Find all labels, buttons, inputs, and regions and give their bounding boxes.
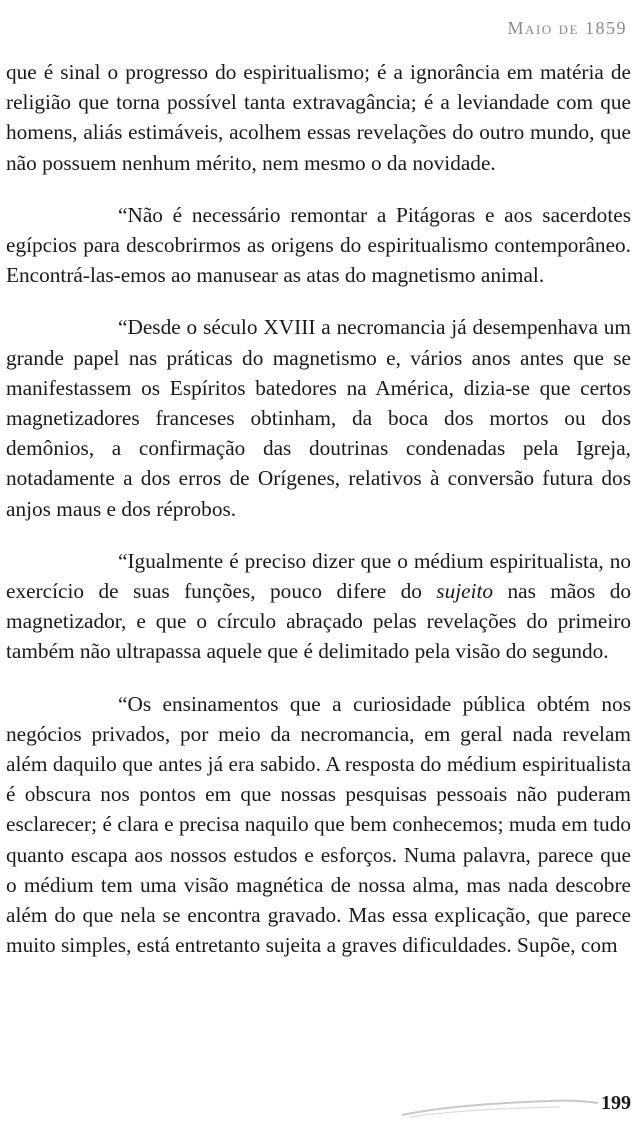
paragraph-4 xyxy=(6,546,631,667)
paragraph-3: “Desde o século XVIII a necromancia já desempenhava um grande papel nas práticas do magnetismo e, vários anos antes que se manifestassem os Espíritos batedores na América, dizia-se que certos magnetizadores franceses obtinham, da boca dos mortos ou dos demônios, a confirmação das doutrinas condenadas pela Igreja, notadamente a dos erros de Orígenes, relativos à conversão futura dos anjos maus e dos réprobos. xyxy=(6,315,631,521)
running-header: Maio de 1859 xyxy=(507,18,627,38)
decorative-swoosh-icon xyxy=(400,1095,600,1121)
page-footer xyxy=(0,1085,639,1125)
paragraph-1: que é sinal o progresso do espiritualismo; é a ignorância em matéria de religião que torna possível tanta extravagância; é a leviandade com que homens, aliás estimáveis, acolhem essas revelações do outro mundo, que não possuem nenhum mérito, nem mesmo o da novidade. xyxy=(6,60,631,175)
paragraph-4-after: nas mãos do magnetizador, e que o círculo abraçado pelas revelações do primeiro também não ultrapassa aquele que é delimitado pela visão do segundo. xyxy=(6,579,631,664)
italic-term: sujeito xyxy=(436,579,494,604)
paragraph-5: “Os ensinamentos que a curiosidade pública obtém nos negócios privados, por meio da necromancia, em geral nada revelam além daquilo que antes já era sabido. A resposta do médium espiritualista é obscura nos pontos em que nossas pesquisas pessoais não puderam esclarecer; é clara e precisa naquilo que bem conhecemos; muda em tudo quanto escapa aos nossos estudos e esforços. Numa palavra, parece que o médium tem uma visão magnética de nossa alma, mas nada descobre além do que nela se encontra gravado. Mas essa explicação, que parece muito simples, está entretanto sujeita a graves dificuldades. Supõe, com xyxy=(6,691,631,958)
page-number: 199 xyxy=(601,1092,631,1114)
paragraph-2: “Não é necessário remontar a Pitágoras e aos sacerdotes egípcios para descobrirmos as origens do espiritualismo contemporâneo. Encontrá-las-emos ao manusear as atas do magnetismo animal. xyxy=(6,202,631,288)
paragraph-4-before: “Igualmente é preciso dizer que o médium espiritualista, no exercício de suas funções, pouco difere do xyxy=(6,548,631,604)
page-body xyxy=(6,57,631,982)
